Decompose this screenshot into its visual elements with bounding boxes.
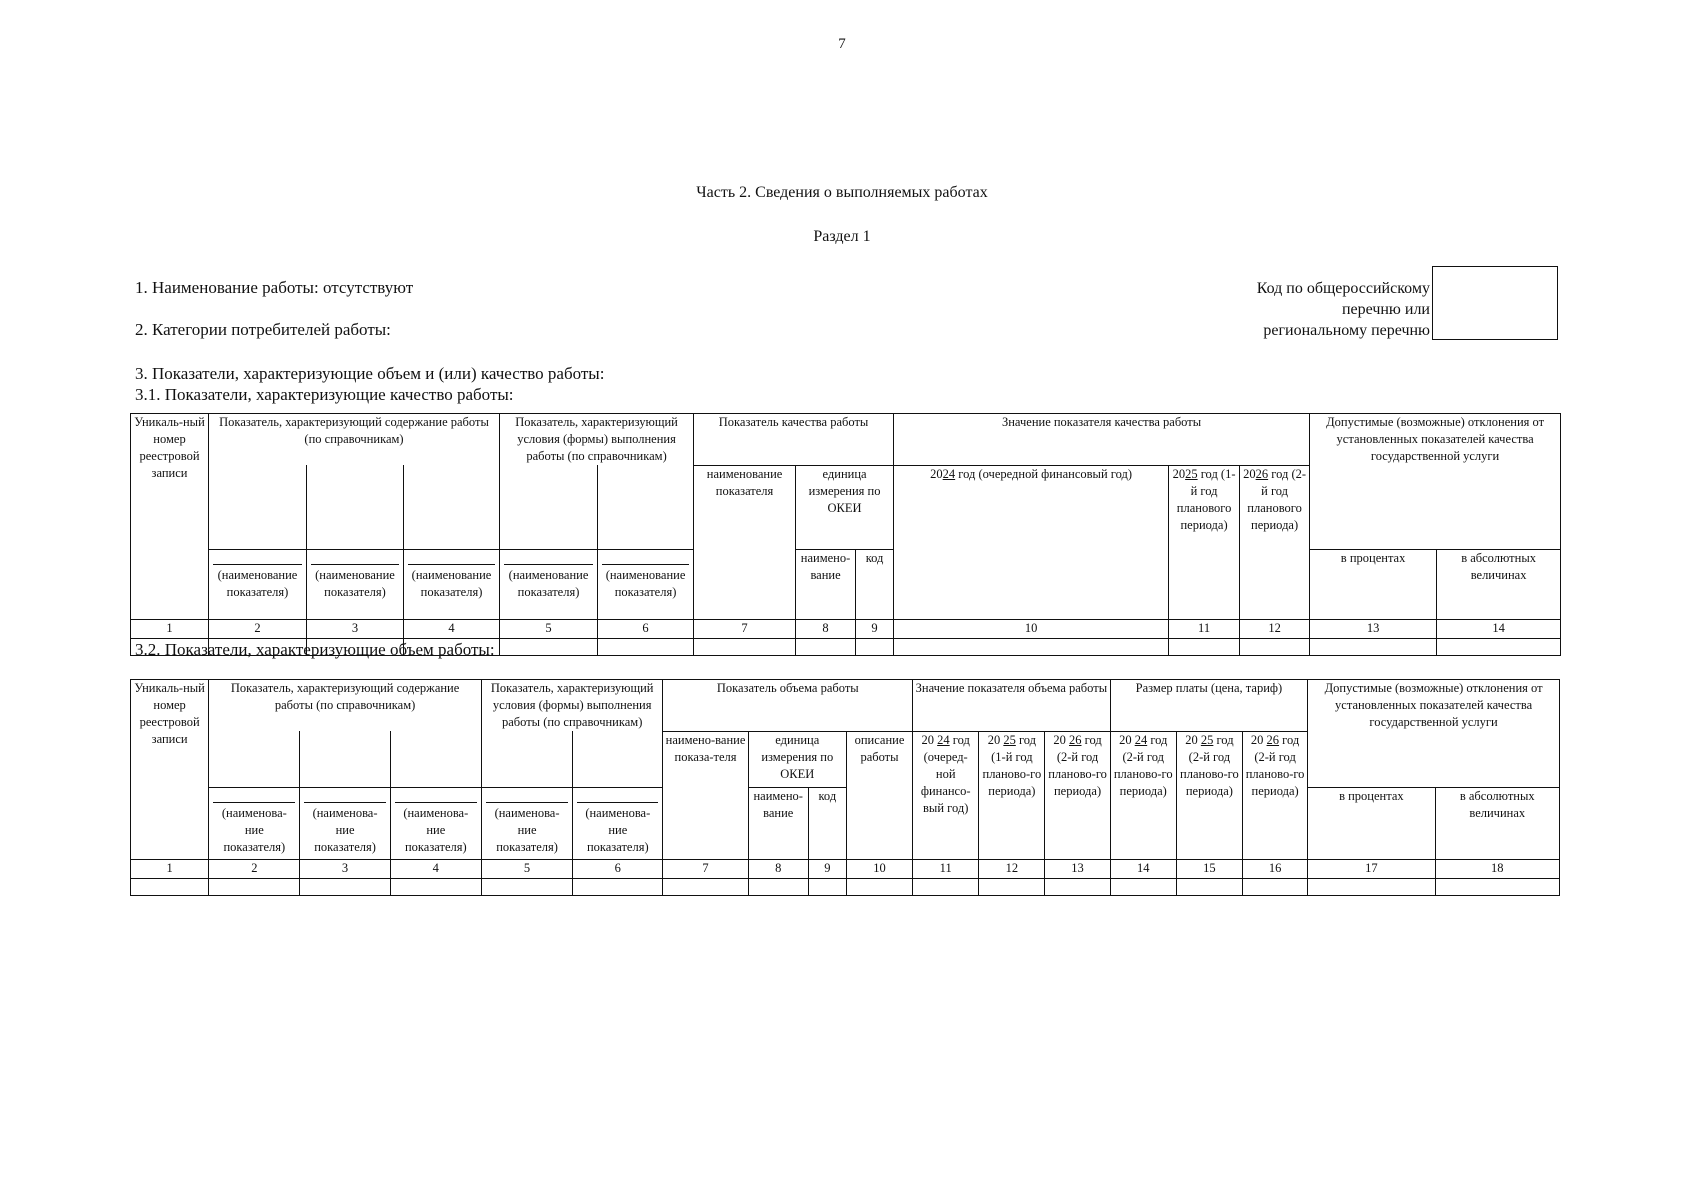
indicators-heading: 3. Показатели, характеризующие объем и (или) качество работы: [135, 364, 605, 383]
quality-indicators-heading: 3.1. Показатели, характеризующие качество работы: [135, 385, 514, 404]
year-suffix: 26 [1266, 732, 1280, 747]
header-indicator-name: наимено-вание показа-теля [663, 731, 748, 859]
column-number: 12 [1240, 619, 1310, 638]
year-caption: год (2-й год планово-го периода) [1048, 732, 1107, 798]
header-conditions-indicator: Показатель, характеризующий условия (формы) выполнения работы (по справочникам) [481, 680, 662, 732]
year-prefix: 20 [1172, 466, 1186, 481]
code-label-line: региональному перечню [1263, 322, 1430, 339]
work-name-line: 1. Наименование работы: отсутствуют [135, 278, 414, 297]
table-cell[interactable] [1110, 878, 1176, 895]
column-number: 4 [404, 619, 500, 638]
column-number: 7 [694, 619, 796, 638]
content-indicator-2 [300, 787, 390, 859]
header-quality-indicator: Показатель качества работы [694, 414, 894, 466]
header-fee-year-1 [1110, 731, 1176, 859]
content-indicator-1 [209, 787, 300, 859]
table-cell[interactable] [390, 878, 481, 895]
column-number: 3 [307, 619, 404, 638]
column-number: 2 [209, 619, 307, 638]
table-cell[interactable] [894, 638, 1169, 655]
table-cell[interactable] [300, 878, 390, 895]
column-number: 17 [1308, 859, 1435, 878]
header-conditions-indicator: Показатель, характеризующий условия (формы) выполнения работы (по справочникам) [500, 414, 694, 466]
table-cell[interactable] [979, 878, 1045, 895]
column-number: 11 [913, 859, 979, 878]
header-content-indicator: Показатель, характеризующий содержание работы (по справочникам) [209, 414, 500, 466]
registry-code-label [1190, 278, 1430, 341]
table-cell[interactable] [573, 878, 663, 895]
year-suffix: 25 [1185, 466, 1198, 481]
column-numbers-row [131, 859, 1560, 878]
code-label-line: Код по общероссийскому [1256, 280, 1430, 297]
sub-label: (наименование показателя) [504, 564, 593, 601]
column-number: 8 [796, 619, 856, 638]
header-deviation: Допустимые (возможные) отклонения от установленных показателей качества государственной услуги [1308, 680, 1560, 732]
header-year-plan1 [1169, 465, 1240, 619]
table-cell[interactable] [1045, 878, 1110, 895]
column-number: 4 [390, 859, 481, 878]
year-suffix: 26 [1255, 466, 1269, 481]
year-caption: год (очередной финансовый год) [958, 466, 1132, 481]
table-cell[interactable] [1435, 878, 1559, 895]
year-suffix: 24 [1134, 732, 1148, 747]
header-fee-year-2 [1176, 731, 1242, 859]
year-prefix: 20 [1119, 732, 1132, 747]
column-number: 9 [856, 619, 894, 638]
column-number: 8 [748, 859, 808, 878]
header-year-plan2 [1240, 465, 1310, 619]
header-unit-code: код [856, 549, 894, 619]
content-indicator-3 [390, 787, 481, 859]
year-suffix: 24 [937, 732, 950, 747]
condition-indicator-2 [598, 549, 694, 619]
table-cell[interactable] [808, 878, 846, 895]
header-absolute: в абсолютных величинах [1437, 549, 1561, 619]
column-number: 14 [1437, 619, 1561, 638]
year-prefix: 20 [1250, 732, 1264, 747]
column-number: 18 [1435, 859, 1559, 878]
table-cell[interactable] [748, 878, 808, 895]
header-quality-value: Значение показателя качества работы [894, 414, 1310, 466]
column-number: 9 [808, 859, 846, 878]
sub-label: (наименова-ние показателя) [213, 802, 295, 856]
table-cell[interactable] [1308, 878, 1435, 895]
column-numbers-row [131, 619, 1561, 638]
header-unique-number: Уникаль-ный номер реестровой записи [131, 680, 209, 860]
header-value-year-plan1 [979, 731, 1045, 859]
volume-indicators-heading: 3.2. Показатели, характеризующие объем работы: [135, 640, 495, 659]
column-number: 15 [1176, 859, 1242, 878]
table-cell[interactable] [913, 878, 979, 895]
year-prefix: 20 [1243, 466, 1256, 481]
table-cell[interactable] [1176, 878, 1242, 895]
header-fee-year-3 [1242, 731, 1307, 859]
table-cell[interactable] [663, 878, 748, 895]
content-indicator-1 [209, 549, 307, 619]
year-suffix: 25 [1003, 732, 1016, 747]
year-prefix: 20 [930, 466, 943, 481]
year-caption: год (2-й год планового периода) [1247, 466, 1307, 532]
column-number: 10 [894, 619, 1169, 638]
table-cell[interactable] [1437, 638, 1561, 655]
column-number: 13 [1310, 619, 1437, 638]
column-number: 6 [598, 619, 694, 638]
year-caption: год (очеред-ной финансо-вый год) [920, 732, 971, 815]
table-cell[interactable] [694, 638, 796, 655]
header-unit-okei: единица измерения по ОКЕИ [796, 465, 894, 549]
year-caption: год (1-й год планового периода) [1176, 466, 1236, 532]
volume-indicators-table [130, 679, 1560, 896]
condition-indicator-1 [500, 549, 598, 619]
year-suffix: 26 [1069, 732, 1082, 747]
table-cell[interactable] [131, 878, 209, 895]
sub-label: (наименова-ние показателя) [486, 802, 568, 856]
column-number: 14 [1110, 859, 1176, 878]
year-prefix: 20 [1053, 732, 1066, 747]
column-number: 6 [573, 859, 663, 878]
header-work-description: описание работы [846, 731, 912, 859]
quality-indicators-table [130, 413, 1561, 656]
column-number: 11 [1169, 619, 1240, 638]
year-suffix: 25 [1200, 732, 1214, 747]
header-volume-indicator: Показатель объема работы [663, 680, 913, 732]
condition-indicator-2 [573, 787, 663, 859]
table-cell[interactable] [856, 638, 894, 655]
header-year-current [894, 465, 1169, 619]
header-unit-name: наимено-вание [748, 787, 808, 859]
year-suffix: 24 [942, 466, 956, 481]
year-prefix: 20 [1185, 732, 1198, 747]
header-percent: в процентах [1310, 549, 1437, 619]
sub-label: (наименование показателя) [408, 564, 495, 601]
part-title: Часть 2. Сведения о выполняемых работах [696, 184, 988, 201]
table-cell[interactable] [796, 638, 856, 655]
column-number: 12 [979, 859, 1045, 878]
registry-code-box[interactable] [1432, 266, 1558, 340]
header-deviation: Допустимые (возможные) отклонения от установленных показателей качества государственной услуги [1310, 414, 1561, 466]
column-number: 3 [300, 859, 390, 878]
content-indicator-2 [307, 549, 404, 619]
header-unit-okei: единица измерения по ОКЕИ [748, 731, 846, 787]
code-label-line: перечню или [1341, 301, 1430, 318]
header-unit-name: наимено-вание [796, 549, 856, 619]
column-number: 10 [846, 859, 912, 878]
header-volume-value: Значение показателя объема работы [913, 680, 1111, 732]
table-cell[interactable] [598, 638, 694, 655]
column-number: 1 [131, 619, 209, 638]
year-prefix: 20 [987, 732, 1001, 747]
sub-label: (наименование показателя) [602, 564, 689, 601]
header-value-year-plan2 [1045, 731, 1110, 859]
table-cell[interactable] [1242, 878, 1307, 895]
section-title: Раздел 1 [813, 228, 871, 245]
column-number: 16 [1242, 859, 1307, 878]
table-cell[interactable] [481, 878, 572, 895]
sub-label: (наименова-ние показателя) [577, 802, 658, 856]
sub-label: (наименование показателя) [213, 564, 302, 601]
sub-label: (наименова-ние показателя) [395, 802, 477, 856]
header-absolute: в абсолютных величинах [1435, 787, 1559, 859]
year-caption: год (2-й год планово-го периода) [1113, 732, 1173, 798]
header-fee: Размер платы (цена, тариф) [1110, 680, 1308, 732]
sub-label: (наименование показателя) [311, 564, 399, 601]
header-unit-code: код [808, 787, 846, 859]
year-caption: год (1-й год планово-го периода) [982, 732, 1042, 798]
column-number: 13 [1045, 859, 1110, 878]
column-number: 5 [500, 619, 598, 638]
header-indicator-name: наименование показателя [694, 465, 796, 619]
header-value-year-current [913, 731, 979, 859]
consumer-categories-line: 2. Категории потребителей работы: [135, 320, 391, 339]
year-caption: год (2-й год планово-го периода) [1245, 732, 1305, 798]
table-cell[interactable] [1310, 638, 1437, 655]
table-cell[interactable] [846, 878, 912, 895]
table-row [131, 878, 1560, 895]
year-caption: год (2-й год планово-го периода) [1180, 732, 1239, 798]
year-prefix: 20 [921, 732, 935, 747]
content-indicator-3 [404, 549, 500, 619]
header-percent: в процентах [1308, 787, 1435, 859]
table-cell[interactable] [500, 638, 598, 655]
header-content-indicator: Показатель, характеризующий содержание работы (по справочникам) [209, 680, 482, 732]
column-number: 5 [481, 859, 572, 878]
table-cell[interactable] [1240, 638, 1310, 655]
condition-indicator-1 [481, 787, 572, 859]
column-number: 2 [209, 859, 300, 878]
table-cell[interactable] [1169, 638, 1240, 655]
column-number: 1 [131, 859, 209, 878]
sub-label: (наименова-ние показателя) [304, 802, 385, 856]
header-unique-number: Уникаль-ный номер реестровой записи [131, 414, 209, 620]
table-cell[interactable] [209, 878, 300, 895]
page-number: 7 [838, 36, 846, 52]
column-number: 7 [663, 859, 748, 878]
